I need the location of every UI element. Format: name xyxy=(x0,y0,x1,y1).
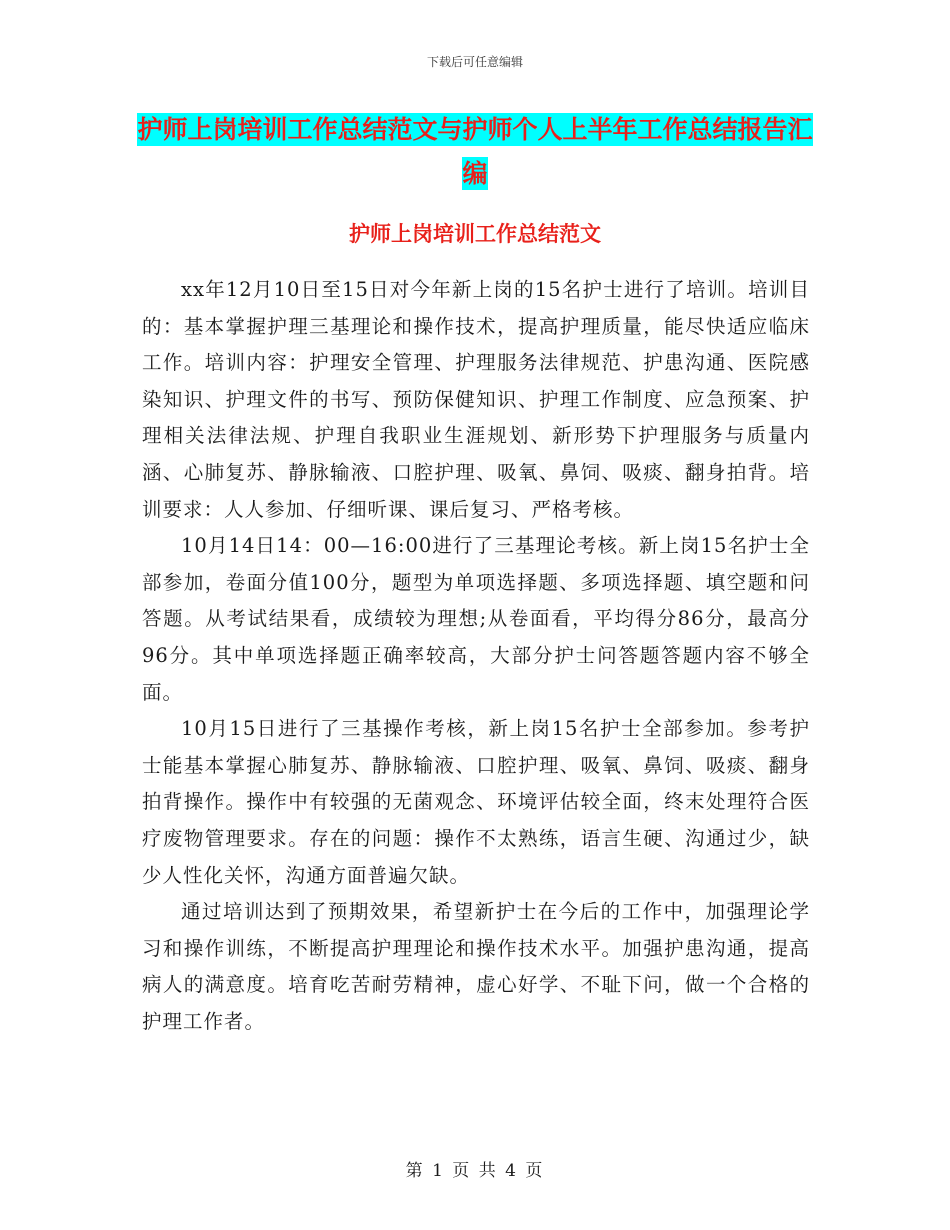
header-note: 下载后可任意编辑 xyxy=(426,55,523,69)
paragraph: 10月14日14：00—16:00进行了三基理论考核。新上岗15名护士全部参加，卷面分值100分，题型为单项选择题、多项选择题、填空题和问答题。从考试结果看，成绩较为理想;从卷面看，平均得分86分，最高分96分。其中单项选择题正确率较高，大部分护士问答题答题内容不够全面。 xyxy=(142,534,810,704)
paragraph: xx年12月10日至15日对今年新上岗的15名护士进行了培训。培训目的：基本掌握护理三基理论和操作技术，提高护理质量，能尽快适应临床工作。培训内容：护理安全管理、护理服务法律规范、护患沟通、医院感染知识、护理文件的书写、预防保健知识、护理工作制度、应急预案、护理相关法律法规、护理自我职业生涯规划、新形势下护理服务与质量内涵、心肺复苏、静脉输液、口腔护理、吸氧、鼻饲、吸痰、翻身拍背。培训要求：人人参加、仔细听课、课后复习、严格考核。 xyxy=(142,278,810,521)
page-footer: 第 1 页 共 4 页 xyxy=(405,1161,545,1181)
document-title-text: 护师上岗培训工作总结范文与护师个人上半年工作总结报告汇编 xyxy=(137,115,813,188)
document-title xyxy=(130,108,820,196)
paragraph: 通过培训达到了预期效果，希望新护士在今后的工作中，加强理论学习和操作训练，不断提高护理理论和操作技术水平。加强护患沟通，提高病人的满意度。培育吃苦耐劳精神，虚心好学、不耻下问，做一个合格的护理工作者。 xyxy=(142,900,810,1033)
paragraph: 10月15日进行了三基操作考核，新上岗15名护士全部参加。参考护士能基本掌握心肺复苏、静脉输液、口腔护理、吸氧、鼻饲、吸痰、翻身拍背操作。操作中有较强的无菌观念、环境评估较全面，终末处理符合医疗废物管理要求。存在的问题：操作不太熟练，语言生硬、沟通过少，缺少人性化关怀，沟通方面普遍欠缺。 xyxy=(142,717,810,887)
section-title: 护师上岗培训工作总结范文 xyxy=(349,221,601,246)
body-text xyxy=(142,272,810,1040)
